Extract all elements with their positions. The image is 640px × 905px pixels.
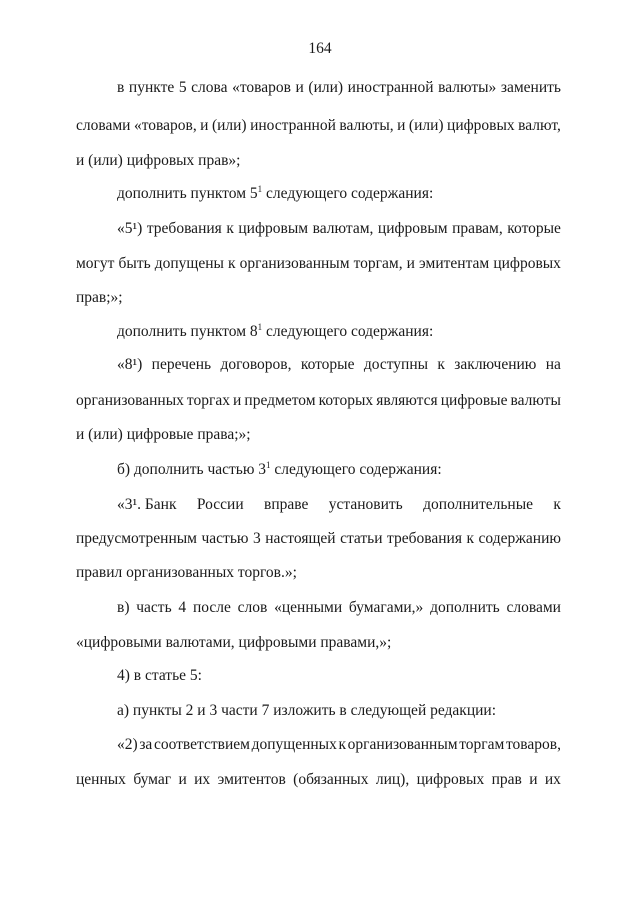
word: 3 — [252, 530, 261, 547]
word: слова — [191, 79, 228, 96]
word: которые — [507, 220, 561, 237]
word: «2) — [117, 736, 138, 753]
word: договоров, — [220, 356, 292, 373]
word: бумагами,» — [348, 599, 424, 616]
word: организованным — [239, 255, 350, 272]
word: статьи — [340, 530, 383, 547]
word: организованным — [347, 736, 458, 753]
word: заменить — [500, 79, 561, 96]
text-segment: следующего содержания: — [270, 461, 442, 478]
word: в — [117, 79, 125, 96]
word: к — [228, 255, 236, 272]
word: требования — [146, 220, 222, 237]
superscript: 1 — [266, 460, 271, 470]
word: после — [192, 599, 231, 616]
word: 5 — [178, 79, 187, 96]
word: торгах — [186, 392, 230, 409]
word: лиц), — [375, 771, 410, 788]
word: и — [406, 255, 415, 272]
word: правам, — [452, 220, 503, 237]
word: цифровым — [377, 220, 448, 237]
word: эмитентам — [419, 255, 490, 272]
word: частью — [201, 530, 249, 547]
text-line-9 — [117, 355, 561, 375]
word: «товаров, — [133, 117, 197, 134]
word: прав — [491, 771, 522, 788]
word: 4 — [178, 599, 187, 616]
text-line-18: 4) в статье 5: — [117, 667, 202, 684]
word: и — [233, 392, 242, 409]
word: дополнить — [430, 599, 500, 616]
text-line-4 — [117, 184, 433, 204]
word: предметом — [244, 392, 316, 409]
superscript: 1 — [257, 322, 263, 332]
word: перечень — [151, 356, 212, 373]
text-line-17: «цифровыми валютами, цифровыми правами,»; — [76, 634, 392, 651]
word: часть — [136, 599, 172, 616]
word: цифровых — [416, 771, 485, 788]
word: вправе — [264, 496, 309, 513]
text-line-13 — [117, 495, 561, 515]
word: и — [397, 117, 406, 134]
word: (или) — [211, 117, 247, 134]
word: цифровым — [238, 220, 309, 237]
word: за — [139, 736, 153, 753]
word: «товаров — [232, 79, 291, 96]
text-line-2 — [76, 116, 561, 136]
text-line-5 — [117, 219, 561, 239]
word: цифровых — [447, 117, 515, 134]
text-line-19: а) пункты 2 и 3 части 7 изложить в следующей редакции: — [117, 702, 497, 719]
word: «8¹) — [117, 356, 143, 373]
word: установить — [328, 496, 403, 513]
word: валюты» — [438, 79, 497, 96]
word: являются — [376, 392, 438, 409]
superscript: 1 — [257, 184, 263, 194]
word: «5¹) — [117, 220, 143, 237]
text-segment: б) дополнить частью 3 — [117, 461, 267, 478]
word: которых — [318, 392, 374, 409]
word: настоящей — [265, 530, 336, 547]
text-line-6 — [76, 254, 561, 274]
word: в) — [117, 599, 130, 616]
word: «ценными — [274, 599, 343, 616]
word: соответствием — [153, 736, 250, 753]
text-line-15: правил организованных торгов.»; — [76, 564, 297, 581]
text-line-8 — [117, 322, 433, 342]
text-segment: дополнить пунктом 5 — [117, 185, 258, 202]
text-line-11: и (или) цифровые права;»; — [76, 426, 251, 443]
text-segment: следующего содержания: — [262, 323, 434, 340]
word: (или) — [408, 117, 444, 134]
word: эмитентов — [217, 771, 286, 788]
word: иностранной — [250, 117, 336, 134]
word: доступны — [363, 356, 429, 373]
word: валюты — [510, 392, 561, 409]
text-line-3: и (или) цифровых прав»; — [76, 152, 241, 169]
word: валюты, — [339, 117, 394, 134]
word: и — [529, 771, 538, 788]
text-line-14 — [76, 529, 561, 549]
word: торгам — [459, 736, 505, 753]
word: организованных — [76, 392, 184, 409]
word: их — [194, 771, 211, 788]
word: заключению — [454, 356, 537, 373]
text-line-20 — [117, 735, 561, 755]
text-segment: следующего содержания: — [262, 185, 434, 202]
word: и — [200, 117, 209, 134]
page-number: 164 — [308, 40, 332, 57]
word: требования — [387, 530, 462, 547]
text-line-21 — [76, 770, 561, 790]
word: торгам, — [353, 255, 403, 272]
word: словами — [506, 599, 561, 616]
word: на — [545, 356, 561, 373]
word: допущены — [154, 255, 224, 272]
word: допущенных — [251, 736, 337, 753]
word: к — [226, 220, 234, 237]
word: бумаг — [133, 771, 172, 788]
word: иностранной — [347, 79, 434, 96]
word: словами — [76, 117, 131, 134]
word: России — [196, 496, 244, 513]
word: дополнительные — [423, 496, 534, 513]
word: товаров, — [505, 736, 561, 753]
word: цифровых — [493, 255, 561, 272]
word: (или) — [308, 79, 344, 96]
word: цифровые — [440, 392, 508, 409]
word: содержанию — [478, 530, 561, 547]
text-line-1 — [117, 78, 561, 98]
text-segment: дополнить пунктом 8 — [117, 323, 258, 340]
word: их — [544, 771, 561, 788]
word: предусмотренным — [76, 530, 197, 547]
word: к — [553, 496, 561, 513]
word: к — [466, 530, 475, 547]
word: пункте — [128, 79, 175, 96]
word: и — [178, 771, 187, 788]
word: «3¹. Банк — [117, 496, 177, 513]
word: (обязанных — [293, 771, 369, 788]
word: которые — [300, 356, 355, 373]
word: могут — [76, 255, 115, 272]
word: и — [295, 79, 304, 96]
word: валютам, — [312, 220, 374, 237]
word: слов — [237, 599, 268, 616]
text-line-12 — [117, 460, 442, 480]
word: ценных — [76, 771, 126, 788]
text-line-16 — [117, 598, 561, 618]
word: к — [338, 736, 347, 753]
word: быть — [118, 255, 151, 272]
text-line-10 — [76, 391, 561, 411]
text-line-7: прав;»; — [76, 289, 123, 306]
word: к — [437, 356, 445, 373]
word: валют, — [518, 117, 561, 134]
